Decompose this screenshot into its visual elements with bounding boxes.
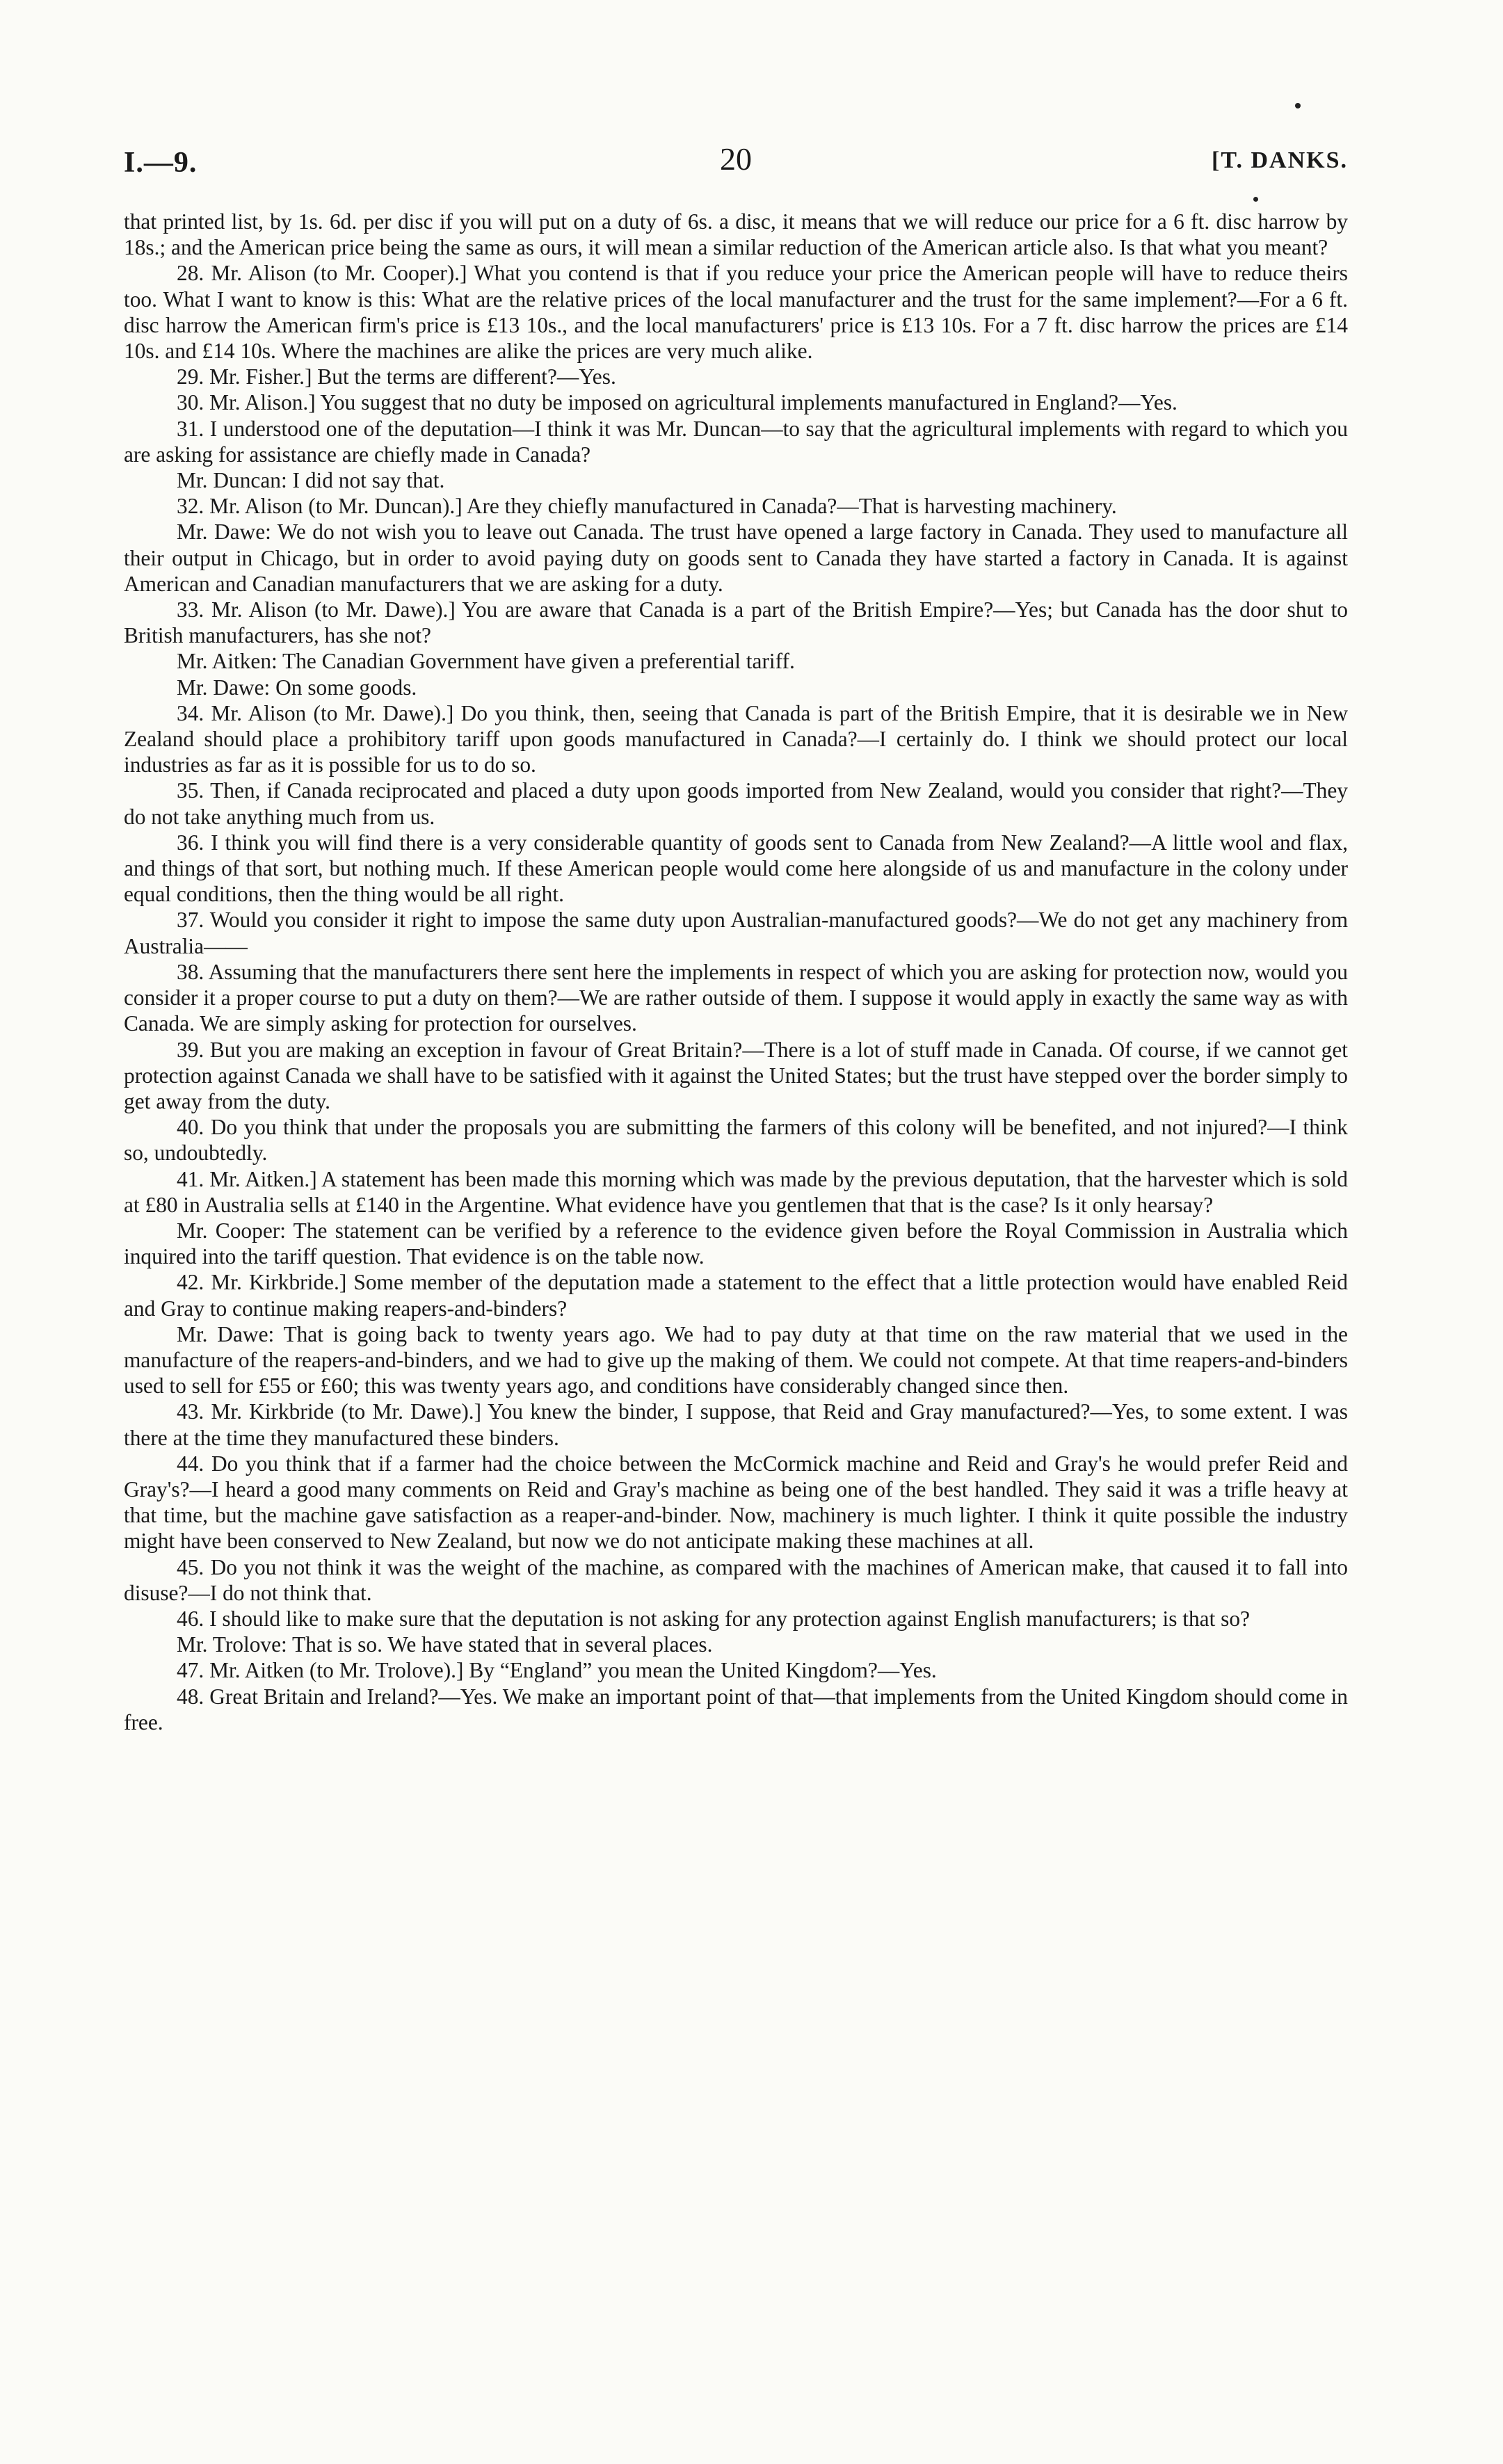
document-reference: I.—9. xyxy=(124,147,198,179)
paragraph: 42. Mr. Kirkbride.] Some member of the deputation made a statement to the effect that a little protection would have enabled Reid and Gray to continue making reapers-and-binders? xyxy=(124,1270,1348,1321)
paragraph: Mr. Trolove: That is so. We have stated that in several places. xyxy=(177,1632,713,1657)
paragraph: 33. Mr. Alison (to Mr. Dawe).] You are aware that Canada is a part of the British Empire?—Yes; but Canada has the door shut to British manufacturers, has she not? xyxy=(124,597,1348,648)
paragraph: 29. Mr. Fisher.] But the terms are different?—Yes. xyxy=(177,364,616,389)
paragraph: Mr. Duncan: I did not say that. xyxy=(177,468,445,493)
witness-name: [T. DANKS. xyxy=(1212,147,1348,173)
paragraph: that printed list, by 1s. 6d. per disc if you will put on a duty of 6s. a disc, it means that we will reduce our price for a 6 ft. disc harrow by 18s.; and the American price being the same as ours, it will mean a similar reduction of the American article also. Is that what you meant? xyxy=(124,209,1348,260)
paragraph: 48. Great Britain and Ireland?—Yes. We make an important point of that—that implements from the United Kingdom should come in free. xyxy=(124,1684,1348,1734)
paragraph: Mr. Dawe: That is going back to twenty years ago. We had to pay duty at that time on the raw material that we used in the manufacture of the reapers-and-binders, and we had to give up the making of them. We could not compete. At that time reapers-and-binders used to sell for £55 or £60; this was twenty years ago, and conditions have considerably changed since then. xyxy=(124,1321,1348,1399)
stray-mark-header xyxy=(1253,197,1258,202)
paragraph: 34. Mr. Alison (to Mr. Dawe).] Do you think, then, seeing that Canada is part of the British Empire, that it is desirable we in New Zealand should place a prohibitory tariff upon goods manufactured in Canada?—I certainly do. I think we should protect our local industries as far as it is possible for us to do so. xyxy=(124,700,1348,778)
paragraph: 40. Do you think that under the proposals you are submitting the farmers of this colony will be benefited, and not injured?—I think so, undoubtedly. xyxy=(124,1115,1348,1166)
paragraph: Mr. Dawe: On some goods. xyxy=(177,675,417,700)
page-number: 20 xyxy=(720,141,752,177)
paragraph: 31. I understood one of the deputation—I think it was Mr. Duncan—to say that the agricultural implements with regard to which you are asking for assistance are chiefly made in Canada? xyxy=(124,416,1348,467)
paragraph: 38. Assuming that the manufacturers there sent here the implements in respect of which you are asking for protection now, would you consider it a proper course to put a duty on them?—We are rather outside of them. I suppose it would apply in exactly the same way as with Canada. We are simply asking for protection for ourselves. xyxy=(124,959,1348,1036)
paragraph: 37. Would you consider it right to impose the same duty upon Australian-manufactured goods?—We do not get any machinery from Australia—— xyxy=(124,908,1348,958)
paragraph: Mr. Aitken: The Canadian Government have given a preferential tariff. xyxy=(177,649,795,674)
paragraph: 47. Mr. Aitken (to Mr. Trolove).] By “England” you mean the United Kingdom?—Yes. xyxy=(177,1658,937,1683)
page-header xyxy=(124,104,1348,179)
paragraph: 39. But you are making an exception in favour of Great Britain?—There is a lot of stuff made in Canada. Of course, if we cannot get protection against Canada we shall have to be satisfied with it against the United States; but the trust have stepped over the border simply to get away from the duty. xyxy=(124,1037,1348,1113)
paragraph: 41. Mr. Aitken.] A statement has been made this morning which was made by the previous deputation, that the harvester which is sold at £80 in Australia sells at £140 in the Argentine. What evidence have you gentlemen that that is the case? Is it only hearsay? xyxy=(124,1166,1348,1217)
paragraph: 46. I should like to make sure that the deputation is not asking for any protection against English manufacturers; is that so? xyxy=(177,1606,1251,1631)
paragraph: 35. Then, if Canada reciprocated and placed a duty upon goods imported from New Zealand, would you consider that right?—They do not take anything much from us. xyxy=(124,778,1348,829)
paragraph: 43. Mr. Kirkbride (to Mr. Dawe).] You knew the binder, I suppose, that Reid and Gray manufactured?—Yes, to some extent. I was there at the time they manufactured these binders. xyxy=(124,1399,1348,1450)
paragraph: 44. Do you think that if a farmer had the choice between the McCormick machine and Reid and Gray's he would prefer Reid and Gray's?—I heard a good many comments on Reid and Gray's machine as being one of the best handled. They said it was a trifle heavy at that time, but the machine gave satisfaction as a reaper-and-binder. Now, machinery is much lighter. I think it quite possible the industry might have been conserved to New Zealand, but now we do not anticipate making these machines at all. xyxy=(124,1451,1348,1554)
paragraph: 30. Mr. Alison.] You suggest that no duty be imposed on agricultural implements manufactured in England?—Yes. xyxy=(177,390,1178,415)
document-body xyxy=(124,209,1348,1735)
document-page xyxy=(124,104,1348,1734)
paragraph: 36. I think you will find there is a very considerable quantity of goods sent to Canada from New Zealand?—A little wool and flax, and things of that sort, but nothing much. If these American people would come here alongside of us and manufacture in the colony under equal conditions, then the thing would be all right. xyxy=(124,830,1348,907)
paragraph: Mr. Dawe: We do not wish you to leave out Canada. The trust have opened a large factory in Canada. They used to manufacture all their output in Chicago, but in order to avoid paying duty on goods sent to Canada they have started a factory in Canada. It is against American and Canadian manufacturers that we are asking for a duty. xyxy=(124,520,1348,596)
paragraph: 45. Do you not think it was the weight of the machine, as compared with the machines of American make, that caused it to fall into disuse?—I do not think that. xyxy=(124,1554,1348,1605)
paragraph: 32. Mr. Alison (to Mr. Duncan).] Are they chiefly manufactured in Canada?—That is harvesting machinery. xyxy=(177,494,1117,519)
paragraph: Mr. Cooper: The statement can be verified by a reference to the evidence given before the Royal Commission in Australia which inquired into the tariff question. That evidence is on the table now. xyxy=(124,1218,1348,1269)
paragraph: 28. Mr. Alison (to Mr. Cooper).] What you contend is that if you reduce your price the American people will have to reduce theirs too. What I want to know is this: What are the relative prices of the local manufacturer and the trust for the same implement?—For a 6 ft. disc harrow the American firm's price is £13 10s., and the local manufacturers' price is £13 10s. For a 7 ft. disc harrow the prices are £14 10s. and £14 10s. Where the machines are alike the prices are very much alike. xyxy=(124,261,1348,364)
